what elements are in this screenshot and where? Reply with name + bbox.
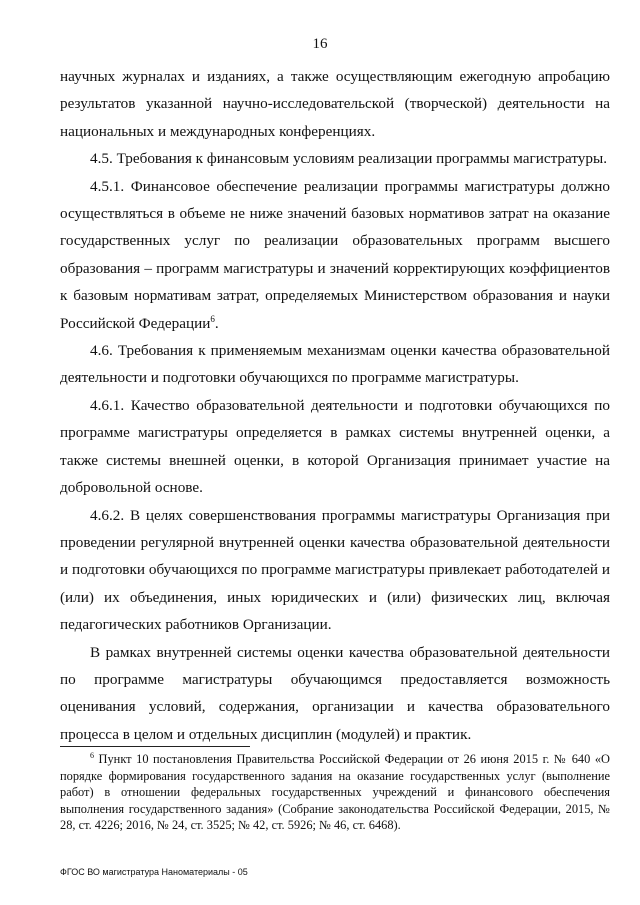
- footnote-mark: 6: [90, 750, 94, 760]
- paragraph-4-6-2: 4.6.2. В целях совершенствования программы магистратуры Организация при проведении регулярной внутренней оценки качества образовательной деятельности и подготовки обучающихся по программе магистратуры привлекает работодателей и (или) их объединения, иных юридических и (или) физических лиц, включая педагогических работников Организации.: [60, 506, 610, 634]
- footnote-text: Пункт 10 постановления Правительства Российской Федерации от 26 июня 2015 г. № 640 «О порядке формирования государственного задания на оказание государственных услуг (выполнение работ) в отношении федеральных государственных учреждений и финансового обеспечения выполнения государственного задания» (Собрание законодательства Российской Федерации, 2015, № 28, ст. 4226; 2016, № 24, ст. 3525; № 42, ст. 5926; № 46, ст. 6468).: [60, 752, 610, 833]
- document-body: [60, 63, 610, 748]
- page-footer: ФГОС ВО магистратура Наноматериалы - 05: [60, 867, 248, 877]
- footnote-reference: 6: [210, 313, 215, 324]
- footnote: [60, 751, 610, 834]
- paragraph-4-5-1: [60, 173, 610, 337]
- paragraph-continuation: научных журналах и изданиях, а также осуществляющим ежегодную апробацию результатов указанной научно-исследовательской (творческой) деятельности на национальных и международных конференциях.: [60, 68, 610, 140]
- paragraph-internal-assessment: В рамках внутренней системы оценки качества образовательной деятельности по программе магистратуры обучающимся предоставляется возможность оценивания условий, содержания, организации и качества образовательного процесса в целом и отдельных дисциплин (модулей) и практик.: [60, 643, 610, 743]
- paragraph-4-6-1: 4.6.1. Качество образовательной деятельности и подготовки обучающихся по программе магистратуры определяется в рамках системы внутренней оценки, а также системы внешней оценки, в которой Организация принимает участие на добровольной основе.: [60, 396, 610, 497]
- footnote-separator: [60, 746, 250, 747]
- paragraph-4-6: 4.6. Требования к применяемым механизмам оценки качества образовательной деятельности и подготовки обучающихся по программе магистратуры.: [60, 342, 610, 387]
- paragraph-4-5-1-end: .: [214, 314, 219, 332]
- paragraph-4-5-1-text: 4.5.1. Финансовое обеспечение реализации программы магистратуры должно осуществляться в объеме не ниже значений базовых нормативов затрат на оказание государственных услуг по реализации образовательных программ высшего образования – программ магистратуры и значений корректирующих коэффициентов к базовым нормативам затрат, определяемых Министерством образования и науки Российской Федерации: [60, 177, 610, 332]
- page-number: 16: [312, 36, 328, 52]
- paragraph-4-5: 4.5. Требования к финансовым условиям реализации программы магистратуры.: [90, 150, 607, 168]
- footnote-paragraph: [60, 751, 610, 834]
